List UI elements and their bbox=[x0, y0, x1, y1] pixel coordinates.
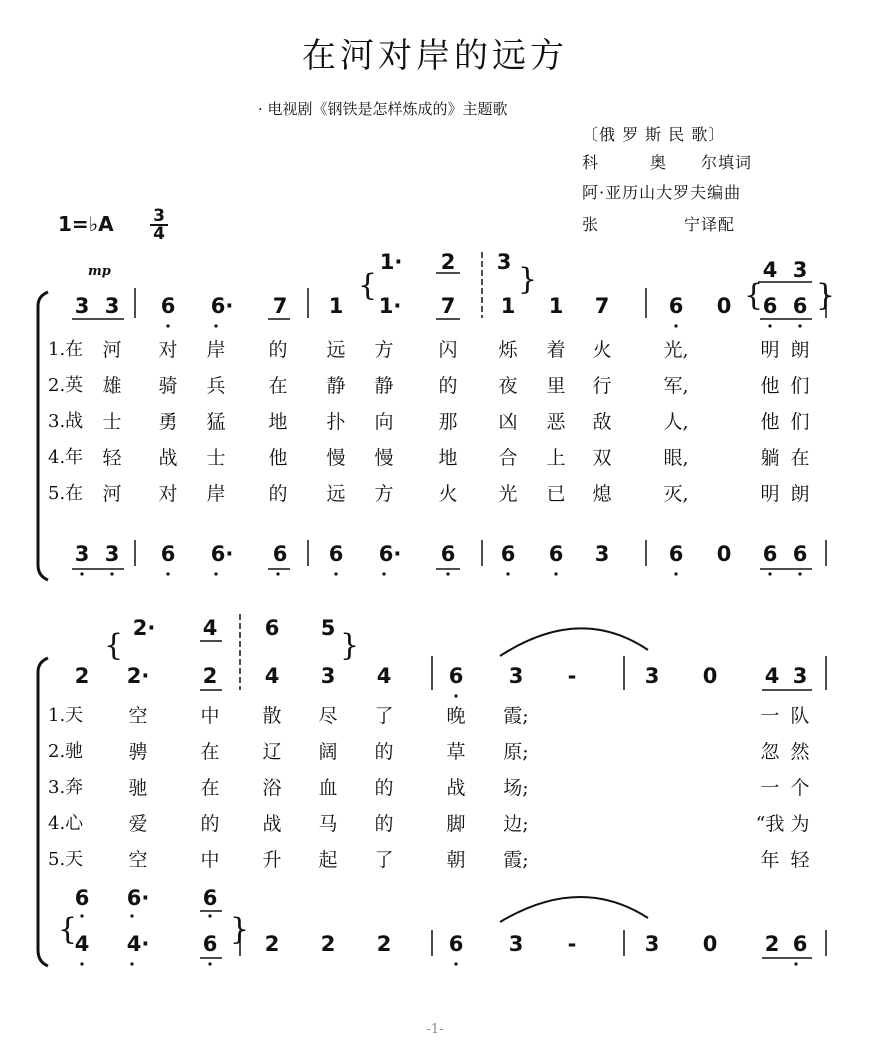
note: 3 bbox=[792, 258, 808, 282]
lyric-syllable: 轻 bbox=[102, 447, 122, 469]
lyric-syllable: 骑 bbox=[158, 375, 178, 397]
lyric-syllable: 兵 bbox=[206, 375, 226, 397]
lyric-syllable: 扑 bbox=[326, 411, 346, 433]
lyric-syllable: 人, bbox=[663, 411, 689, 433]
rest: 0 bbox=[716, 294, 732, 318]
lyric-syllable: 在 bbox=[200, 777, 220, 799]
brace-right: } bbox=[340, 628, 360, 663]
key-signature: 1=♭A bbox=[58, 212, 114, 236]
lyric-syllable: 闪 bbox=[438, 339, 458, 361]
lyric-syllable: 岸 bbox=[206, 339, 226, 361]
note: 6 bbox=[160, 294, 176, 318]
note: 6 bbox=[264, 616, 280, 640]
note: 4 bbox=[764, 664, 780, 688]
lyric-syllable: 地 bbox=[438, 447, 458, 469]
note: 6 bbox=[202, 932, 218, 956]
lyric-syllable: 3.战 bbox=[48, 411, 84, 432]
lyric-syllable: 1.天 bbox=[48, 705, 84, 726]
note: 1 bbox=[328, 294, 344, 318]
note: 6 bbox=[500, 542, 516, 566]
dynamic-marking: mp bbox=[88, 264, 111, 279]
note: 6 bbox=[792, 294, 808, 318]
note: 6 bbox=[668, 542, 684, 566]
note: 2 bbox=[202, 664, 218, 688]
lyric-syllable: 的 bbox=[268, 339, 288, 361]
lyric-syllable: 阔 bbox=[318, 741, 338, 763]
note: 3 bbox=[792, 664, 808, 688]
lyric-syllable: 着 bbox=[546, 339, 566, 361]
lyric-syllable: 尽 bbox=[318, 705, 338, 727]
system2-octave-dots bbox=[80, 694, 797, 965]
lyric-syllable: 战 bbox=[158, 447, 178, 469]
time-signature-bottom: 4 bbox=[150, 224, 168, 242]
lyric-syllable: 他 bbox=[760, 375, 780, 397]
lyric-syllable: 们 bbox=[790, 411, 810, 433]
lyric-syllable: 霞; bbox=[503, 849, 529, 871]
lyric-syllable: 夜 bbox=[498, 375, 518, 397]
lyric-syllable: 的 bbox=[200, 813, 220, 835]
lyric-syllable: 合 bbox=[498, 447, 518, 469]
lyric-syllable: 火 bbox=[592, 339, 612, 361]
lyric-syllable: 血 bbox=[318, 777, 338, 799]
lyric-syllable: 的 bbox=[374, 741, 394, 763]
lyric-syllable: 军, bbox=[663, 375, 689, 397]
lyric-syllable: 4.年 bbox=[48, 447, 84, 468]
lyric-syllable: 光, bbox=[663, 339, 689, 361]
lyric-syllable: 远 bbox=[326, 483, 346, 505]
lyric-syllable: 明 bbox=[760, 483, 780, 505]
lyric-syllable: 驰 bbox=[128, 777, 148, 799]
lyric-syllable: 光 bbox=[498, 483, 518, 505]
lyric-syllable: 然 bbox=[790, 741, 810, 763]
note: 6 bbox=[792, 932, 808, 956]
lyric-syllable: 那 bbox=[438, 411, 458, 433]
note: 3 bbox=[74, 294, 90, 318]
note: 7 bbox=[440, 294, 456, 318]
dash: - bbox=[567, 664, 577, 688]
lyric-syllable: 在 bbox=[790, 447, 810, 469]
lyric-syllable: 们 bbox=[790, 375, 810, 397]
lyric-syllable: 敌 bbox=[592, 411, 612, 433]
note: 6 bbox=[668, 294, 684, 318]
lyric-syllable: 里 bbox=[546, 375, 566, 397]
note: 7 bbox=[272, 294, 288, 318]
note: 1· bbox=[378, 294, 402, 318]
note: 3 bbox=[74, 542, 90, 566]
note: 3 bbox=[508, 932, 524, 956]
lyric-syllable: 对 bbox=[158, 339, 178, 361]
credit-composer: 阿·亚历山大罗夫编曲 bbox=[582, 183, 742, 202]
brace-right: } bbox=[518, 262, 538, 297]
lyric-syllable: 眼, bbox=[663, 447, 689, 469]
note: 4 bbox=[264, 664, 280, 688]
note: 2 bbox=[376, 932, 392, 956]
lyric-syllable: 慢 bbox=[374, 447, 394, 469]
note: 6 bbox=[762, 542, 778, 566]
lyric-syllable: 4.心 bbox=[48, 813, 84, 834]
credit-origin: 〔俄 罗 斯 民 歌〕 bbox=[582, 125, 726, 144]
lyric-syllable: 中 bbox=[200, 849, 220, 871]
lyric-syllable: 场; bbox=[503, 777, 529, 799]
lyric-syllable: 河 bbox=[102, 483, 122, 505]
note: 3 bbox=[104, 542, 120, 566]
lyric-syllable: 熄 bbox=[592, 483, 612, 505]
lyric-syllable: 朗 bbox=[790, 339, 810, 361]
note: 2 bbox=[74, 664, 90, 688]
lyric-syllable: 的 bbox=[374, 813, 394, 835]
brace-right: } bbox=[816, 278, 836, 313]
note: 6 bbox=[202, 886, 218, 910]
lyric-syllable: 在 bbox=[200, 741, 220, 763]
lyric-syllable: 5.在 bbox=[48, 483, 84, 504]
lyric-syllable: 地 bbox=[268, 411, 288, 433]
lyric-syllable: 3.奔 bbox=[48, 777, 84, 798]
note: 6· bbox=[378, 542, 402, 566]
lyric-syllable: 火 bbox=[438, 483, 458, 505]
lyric-syllable: 的 bbox=[374, 777, 394, 799]
credit-translator: 张 宁译配 bbox=[582, 215, 736, 234]
note: 4 bbox=[376, 664, 392, 688]
lyric-syllable: 上 bbox=[546, 447, 566, 469]
lyric-syllable: 了 bbox=[374, 705, 394, 727]
note: 2 bbox=[764, 932, 780, 956]
brace-left: { bbox=[744, 278, 764, 313]
lyric-syllable: 边; bbox=[503, 813, 529, 835]
lyric-syllable: 对 bbox=[158, 483, 178, 505]
lyric-syllable: 的 bbox=[268, 483, 288, 505]
lyric-syllable: 士 bbox=[102, 411, 122, 433]
note: 6 bbox=[74, 886, 90, 910]
lyric-syllable: 空 bbox=[128, 705, 148, 727]
note: 3 bbox=[496, 250, 512, 274]
lyric-syllable: 凶 bbox=[498, 411, 518, 433]
lyric-syllable: “我 bbox=[755, 813, 785, 835]
lyric-syllable: 烁 bbox=[498, 339, 518, 361]
lyric-syllable: 霞; bbox=[503, 705, 529, 727]
note: 6 bbox=[548, 542, 564, 566]
lyric-syllable: 明 bbox=[760, 339, 780, 361]
note: 3 bbox=[644, 664, 660, 688]
lyric-syllable: 他 bbox=[268, 447, 288, 469]
lyric-syllable: 已 bbox=[546, 483, 566, 505]
lyric-syllable: 草 bbox=[446, 741, 466, 763]
system2-bracket bbox=[38, 658, 48, 966]
note: 4 bbox=[762, 258, 778, 282]
lyric-syllable: 岸 bbox=[206, 483, 226, 505]
rest: 0 bbox=[702, 664, 718, 688]
lyric-syllable: 1.在 bbox=[48, 339, 84, 360]
note: 7 bbox=[594, 294, 610, 318]
lyric-syllable: 方 bbox=[374, 483, 394, 505]
note: 4· bbox=[126, 932, 150, 956]
lyric-syllable: 马 bbox=[318, 813, 338, 835]
song-title: 在河对岸的远方 bbox=[302, 36, 568, 76]
lyric-syllable: 原; bbox=[503, 741, 529, 763]
system2-tie-upper bbox=[500, 628, 648, 656]
lyric-syllable: 脚 bbox=[446, 813, 466, 835]
note: 6· bbox=[126, 886, 150, 910]
lyric-syllable: 河 bbox=[102, 339, 122, 361]
system2-tie-lower bbox=[500, 897, 648, 922]
note: 2 bbox=[440, 250, 456, 274]
lyric-syllable: 双 bbox=[592, 447, 612, 469]
note: 6 bbox=[792, 542, 808, 566]
lyric-syllable: 躺 bbox=[760, 447, 780, 469]
note: 2· bbox=[126, 664, 150, 688]
lyric-syllable: 静 bbox=[374, 375, 394, 397]
note: 3 bbox=[104, 294, 120, 318]
lyric-syllable: 战 bbox=[446, 777, 466, 799]
note: 1· bbox=[379, 250, 403, 274]
note: 1 bbox=[548, 294, 564, 318]
lyric-syllable: 2.驰 bbox=[48, 741, 84, 762]
lyric-syllable: 起 bbox=[318, 849, 338, 871]
lyric-syllable: 一 bbox=[760, 777, 780, 799]
note: 5 bbox=[320, 616, 336, 640]
lyric-syllable: 了 bbox=[374, 849, 394, 871]
lyric-syllable: 骋 bbox=[128, 741, 148, 763]
rest: 0 bbox=[702, 932, 718, 956]
note: 6 bbox=[762, 294, 778, 318]
brace-right: } bbox=[230, 912, 250, 947]
credit-lyricist: 科 奥 尔填词 bbox=[582, 153, 753, 172]
lyric-syllable: 的 bbox=[438, 375, 458, 397]
brace-left: { bbox=[104, 628, 124, 663]
time-signature-top: 3 bbox=[153, 206, 165, 226]
lyric-syllable: 他 bbox=[760, 411, 780, 433]
lyric-syllable: 远 bbox=[326, 339, 346, 361]
lyric-syllable: 一 bbox=[760, 705, 780, 727]
note: 3 bbox=[320, 664, 336, 688]
lyric-syllable: 在 bbox=[268, 375, 288, 397]
lyric-syllable: 晚 bbox=[446, 705, 466, 727]
note: 6 bbox=[328, 542, 344, 566]
brace-left: { bbox=[58, 912, 78, 947]
page-number: -1- bbox=[426, 1022, 444, 1037]
lyric-syllable: 中 bbox=[200, 705, 220, 727]
note: 3 bbox=[508, 664, 524, 688]
lyric-syllable: 灭, bbox=[663, 483, 689, 505]
lyric-syllable: 朝 bbox=[446, 849, 466, 871]
brace-left: { bbox=[358, 268, 378, 303]
dash: - bbox=[567, 932, 577, 956]
note: 4 bbox=[202, 616, 218, 640]
lyric-syllable: 5.天 bbox=[48, 849, 84, 870]
note: 6 bbox=[448, 932, 464, 956]
lyric-syllable: 浴 bbox=[262, 777, 282, 799]
lyric-syllable: 猛 bbox=[206, 411, 226, 433]
lyric-syllable: 行 bbox=[592, 375, 612, 397]
lyric-syllable: 慢 bbox=[326, 447, 346, 469]
note: 3 bbox=[644, 932, 660, 956]
note: 6 bbox=[448, 664, 464, 688]
lyric-syllable: 方 bbox=[374, 339, 394, 361]
lyric-syllable: 队 bbox=[790, 705, 810, 727]
lyric-syllable: 向 bbox=[374, 411, 394, 433]
note: 6· bbox=[210, 294, 234, 318]
lyric-syllable: 朗 bbox=[790, 483, 810, 505]
lyric-syllable: 静 bbox=[326, 375, 346, 397]
lyric-syllable: 个 bbox=[790, 777, 810, 799]
note: 2 bbox=[320, 932, 336, 956]
lyric-syllable: 忽 bbox=[760, 741, 780, 763]
lyric-syllable: 2.英 bbox=[48, 375, 84, 396]
lyric-syllable: 空 bbox=[128, 849, 148, 871]
note: 1 bbox=[500, 294, 516, 318]
note: 6 bbox=[440, 542, 456, 566]
lyric-syllable: 为 bbox=[790, 813, 810, 835]
rest: 0 bbox=[716, 542, 732, 566]
lyric-syllable: 辽 bbox=[262, 741, 282, 763]
song-subtitle: · 电视剧《钢铁是怎样炼成的》主题歌 bbox=[258, 100, 508, 118]
lyric-syllable: 战 bbox=[262, 813, 282, 835]
note: 6· bbox=[210, 542, 234, 566]
note: 4 bbox=[74, 932, 90, 956]
lyric-syllable: 轻 bbox=[790, 849, 810, 871]
lyric-syllable: 恶 bbox=[546, 411, 566, 433]
system1-bracket bbox=[38, 292, 48, 580]
note: 2· bbox=[132, 616, 156, 640]
note: 6 bbox=[272, 542, 288, 566]
note: 3 bbox=[594, 542, 610, 566]
lyric-syllable: 爱 bbox=[128, 813, 148, 835]
lyric-syllable: 散 bbox=[262, 705, 282, 727]
lyric-syllable: 士 bbox=[206, 447, 226, 469]
lyric-syllable: 年 bbox=[760, 849, 780, 871]
note: 2 bbox=[264, 932, 280, 956]
lyric-syllable: 雄 bbox=[102, 375, 122, 397]
lyric-syllable: 升 bbox=[262, 849, 282, 871]
note: 6 bbox=[160, 542, 176, 566]
lyric-syllable: 勇 bbox=[158, 411, 178, 433]
